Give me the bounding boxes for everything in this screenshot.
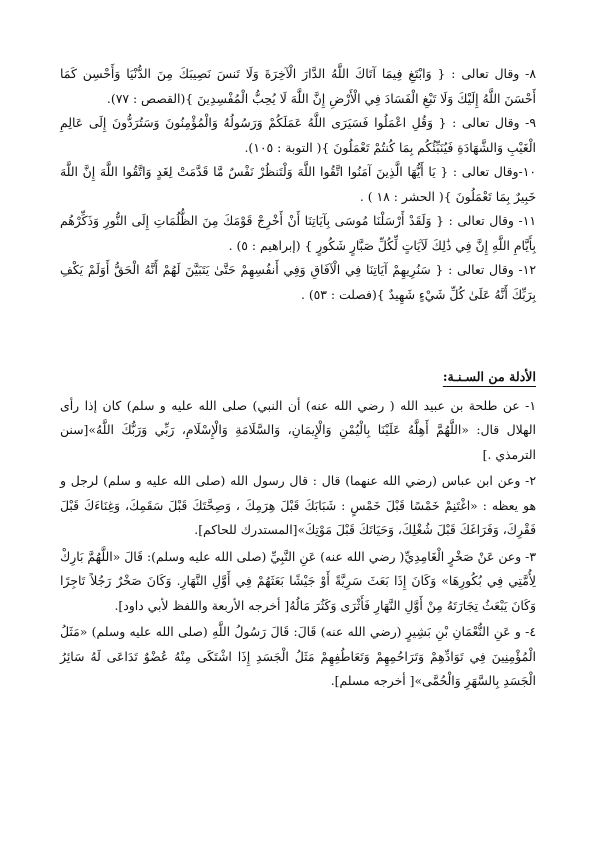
quran-evidence-section [60,62,536,307]
sunnah-heading: الأدلة من السـنـة: [442,369,536,384]
document-page [60,62,536,694]
quran-verse-9: ٩- وقال تعالى : { وَقُلِ اعْمَلُوا فَسَيَرَى اللَّهُ عَمَلَكُمْ وَرَسُولُهُ وَالْمُؤْمِنُونَ وَسَتُرَدُّونَ إِلَى عَالِمِ الْغَيْبِ وَالشَّهَادَةِ فَيُنَبِّئُكُم بِمَا كُنتُمْ تَعْمَلُونَ }( التوبة : ١٠٥). [60,115,536,155]
quran-verse-11: ١١- وقال تعالى : { وَلَقَدْ أَرْسَلْنَا مُوسَى بِآيَاتِنَا أَنْ أَخْرِجْ قَوْمَكَ مِنَ الظُّلُمَاتِ إِلَى النُّورِ وَذَكِّرْهُم بِأَيَّامِ اللَّهِ إِنَّ فِي ذَٰلِكَ لَآيَاتٍ لِّكُلِّ صَبَّارٍ شَكُورٍ } (إبراهيم : ٥) . [60,213,536,253]
quran-verse-10: ١٠-وقال تعالى : { يَا أَيُّهَا الَّذِينَ آمَنُوا اتَّقُوا اللَّهَ وَلْتَنظُرْ نَفْسٌ مَّا قَدَّمَتْ لِغَدٍ وَاتَّقُوا اللَّهَ إِنَّ اللَّهَ خَبِيرٌ بِمَا تَعْمَلُونَ }( الحشر : ١٨ ) . [60,164,536,204]
sunnah-evidence-section [60,365,536,694]
section-spacer [60,307,536,365]
hadith-4: ٤- و عَنِ النُّعْمَانِ بْنِ بَشِيرٍ (رضي الله عنه) قَالَ: قَالَ رَسُولُ اللَّهِ (صلى الله عليه وسلم) «مَثَلُ الْمُؤْمِنِينَ فِي تَوَادِّهِمْ وَتَرَاحُمِهِمْ وَتَعَاطُفِهِمْ مَثَلُ الْجَسَدِ إِذَا اشْتَكَى مِنْهُ عُضْوٌ تَدَاعَى لَهُ سَائِرُ الْجَسَدِ بِالسَّهَرِ وَالْحُمَّى»[ أخرجه مسلم]. [60,624,536,688]
quran-verse-12: ١٢- وقال تعالى : { سَنُرِيهِمْ آيَاتِنَا فِي الْآفَاقِ وَفِي أَنفُسِهِمْ حَتَّىٰ يَتَبَيَّنَ لَهُمْ أَنَّهُ الْحَقُّ أَوَلَمْ يَكْفِ بِرَبِّكَ أَنَّهُ عَلَىٰ كُلِّ شَيْءٍ شَهِيدٌ }(فصلت : ٥٣) . [60,262,536,302]
quran-verse-8: ٨- وقال تعالى : { وَابْتَغِ فِيمَا آتَاكَ اللَّهُ الدَّارَ الْآخِرَةَ وَلَا تَنسَ نَصِيبَكَ مِنَ الدُّنْيَا وَأَحْسِن كَمَا أَحْسَنَ اللَّهُ إِلَيْكَ وَلَا تَبْغِ الْفَسَادَ فِي الْأَرْضِ إِنَّ اللَّهَ لَا يُحِبُّ الْمُفْسِدِينَ }(القصص : ٧٧). [60,66,536,106]
hadith-3: ٣- وعن عَنْ صَخْرٍ الْغَامِدِيِّ( رضي الله عنه) عَنِ النَّبِيِّ (صلى الله عليه وسلم): قَالَ «اللَّهُمَّ بَارِكْ لِأُمَّتِي فِي بُكُورِهَا» وَكَانَ إِذَا بَعَثَ سَرِيَّةً أَوْ جَيْشًا بَعَثَهُمْ فِي أَوَّلِ النَّهَارِ. وَكَانَ صَخْرٌ رَجُلاً تَاجِرًا وَكَانَ يَبْعَثُ تِجَارَتَهُ مِنْ أَوَّلِ النَّهَارِ فَأَثْرَى وَكَثُرَ مَالُهُ[ أخرجه الأربعة واللفظ لأبي داود]. [60,548,536,613]
hadith-1: ١- عن طلحة بن عبيد الله ( رضي الله عنه) أن النبي) صلى الله عليه و سلم) كان إذا رأى الهلال قال: «اللَّهُمَّ أَهِلَّهُ عَلَيْنَا بِالْيُمْنِ وَالْإِيمَانِ، وَالسَّلَامَةِ وَالْإِسْلَامِ، رَبِّي وَرَبُّكَ اللَّهُ»[سنن الترمذي .] [60,397,536,462]
hadith-2: ٢- وعن ابن عباس (رضي الله عنهما) قال : قال رسول الله (صلى الله عليه و سلم) لرجل و هو يعظه : «اغْتَنِمْ خَمْسًا قَبْلَ خَمْسٍ : شَبَابَكَ قَبْلَ هِرَمِكَ ، وَصِحَّتَكَ قَبْلَ سَقَمِكَ، وَغِنَاءَكَ قَبْلَ فَقْرِكَ، وَفَرَاغَكَ قَبْلَ شُغْلِكَ، وَحَيَاتَكَ قَبْلَ مَوْتِكَ»[المستدرك للحاكم]. [60,473,536,537]
